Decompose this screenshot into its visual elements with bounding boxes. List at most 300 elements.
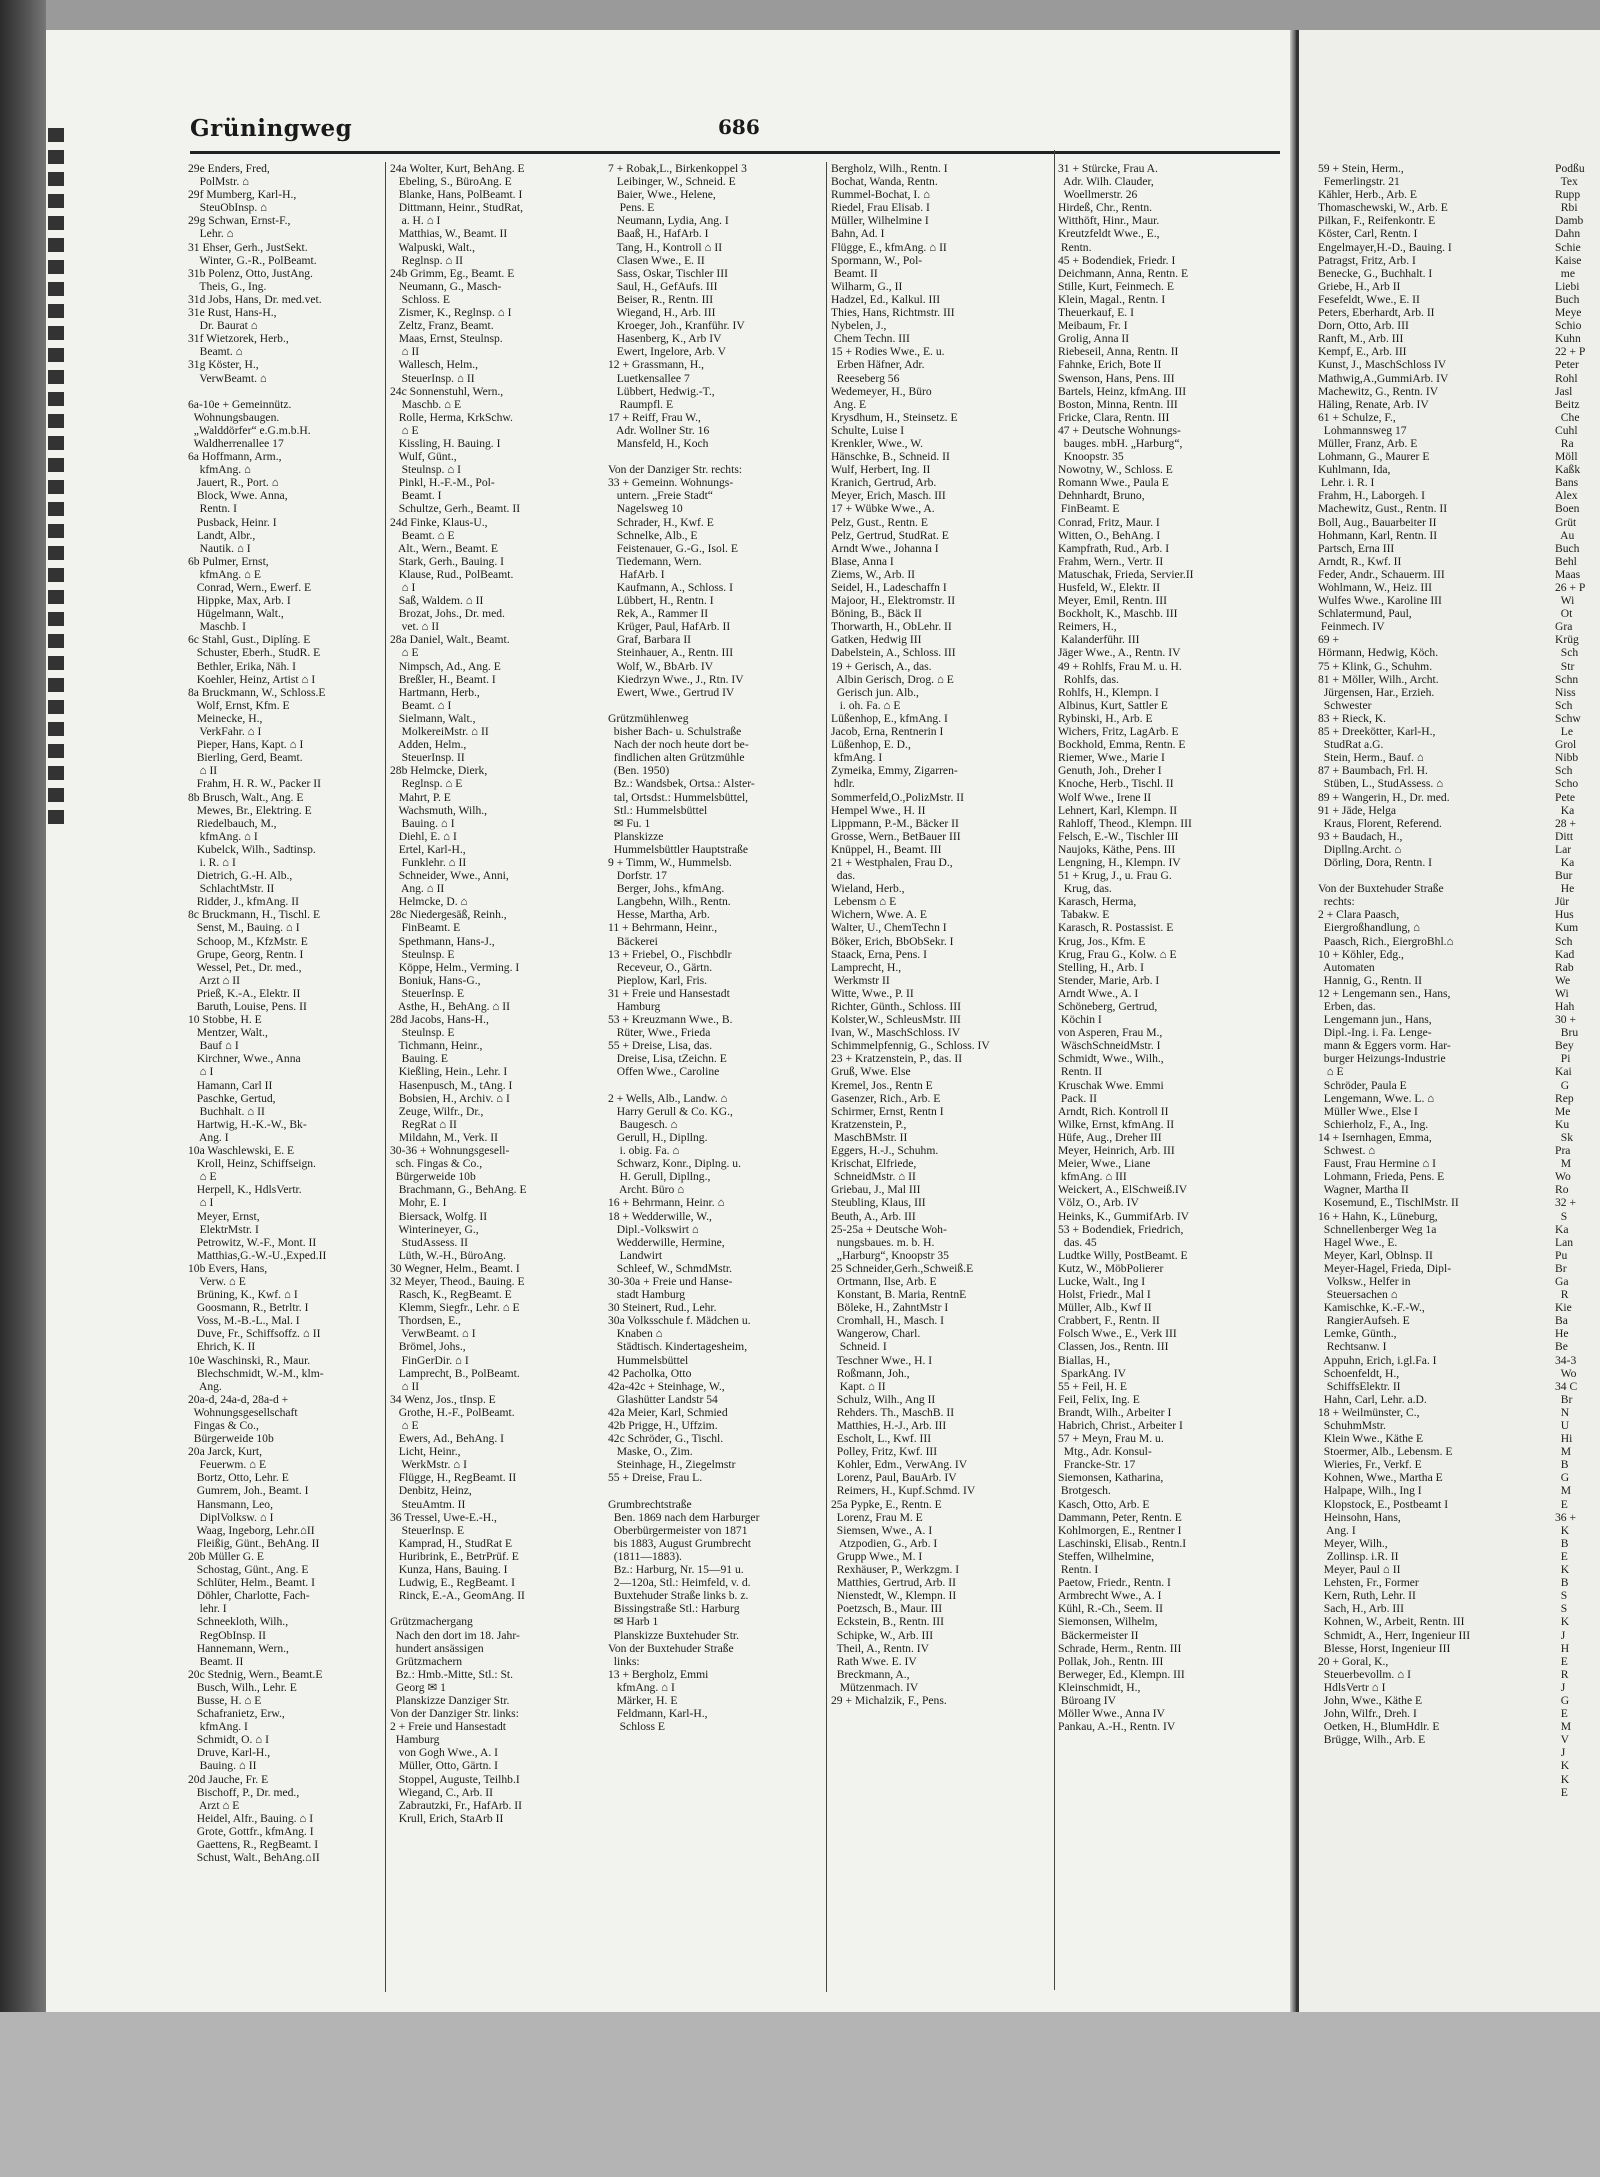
directory-entry-line: N — [1555, 1405, 1570, 1419]
directory-entry-line: 28 + — [1555, 816, 1577, 830]
directory-entry-line: Chem Techn. III — [831, 332, 910, 346]
directory-entry-line: Herpell, K., HdlsVertr. — [188, 1183, 302, 1197]
directory-entry-line: Hannig, G., Rentn. II — [1318, 973, 1423, 987]
directory-entry-line: Sk — [1555, 1130, 1574, 1144]
directory-entry-line: Thies, Hans, Richtmstr. III — [831, 306, 955, 320]
directory-entry-line: Riedel, Frau Elisab. I — [831, 201, 930, 215]
directory-entry-line: 34 C — [1555, 1379, 1578, 1393]
directory-entry-line: Bur — [1555, 869, 1573, 883]
directory-entry-line: kfmAng. ⌂ I — [608, 1680, 675, 1694]
directory-entry-line: Bockholt, K., Maschb. III — [1058, 607, 1178, 621]
directory-entry-line: Cuhl — [1555, 423, 1578, 437]
directory-entry-line: Lehr. ⌂ — [188, 227, 234, 241]
directory-entry-line: Kosemund, E., TischlMstr. II — [1318, 1196, 1459, 1210]
directory-column-4 — [826, 162, 1056, 1992]
directory-entry-line: Kie — [1555, 1301, 1572, 1315]
directory-entry-line: Hänschke, B., Schneid. II — [831, 450, 950, 464]
directory-entry-line: Tang, H., Kontroll ⌂ II — [608, 240, 723, 254]
directory-entry-line: Rahloff, Theod., Klempn. III — [1058, 816, 1192, 830]
directory-entry-line: Archt. Büro ⌂ — [608, 1183, 685, 1197]
directory-entry-line: Kamischke, K.-F.-W., — [1318, 1301, 1425, 1315]
directory-entry-line: Werkmstr II — [831, 973, 890, 987]
directory-entry-line: Fahnke, Erich, Bote II — [1058, 358, 1162, 372]
directory-entry-line: Cromhall, H., Masch. I — [831, 1314, 945, 1328]
directory-entry-line: 69 + — [1318, 633, 1340, 647]
directory-entry-line: untern. „Freie Stadt“ — [608, 489, 713, 503]
directory-entry-line: E — [1555, 1549, 1568, 1563]
directory-entry-line: Hartwig, H.-K.-W., Bk- — [188, 1117, 307, 1131]
directory-entry-line: Hippke, Max, Arb. I — [188, 594, 291, 608]
directory-entry-line: Müller, Otto, Gärtn. I — [390, 1759, 499, 1773]
directory-entry-line: Steinhage, H., Ziegelmstr — [608, 1458, 736, 1472]
directory-entry-line: Beamt. ⌂ E — [390, 528, 455, 542]
directory-entry-line: Lar — [1555, 842, 1572, 856]
directory-entry-line: Grosse, Wern., BetBauer III — [831, 829, 961, 843]
directory-entry-line: Machewitz, Gust., Rentn. II — [1318, 502, 1448, 516]
directory-entry-line: RangierAufseh. E — [1318, 1314, 1410, 1328]
directory-entry-line: Faust, Frau Hermine ⌂ I — [1318, 1157, 1437, 1171]
directory-entry-line: Adr. Wilh. Clauder, — [1058, 175, 1154, 189]
directory-entry-line: Kubelck, Wilh., Sadtinsp. — [188, 842, 316, 856]
directory-entry-line: Machewitz, G., Rentn. IV — [1318, 384, 1439, 398]
directory-entry-line: (Ben. 1950) — [608, 764, 670, 778]
directory-entry-line: Rüter, Wwe., Frieda — [608, 1026, 711, 1040]
directory-entry-line: Böker, Erich, BbObSekr. I — [831, 934, 954, 948]
directory-entry-line: Theis, G., Ing. — [188, 279, 267, 293]
directory-entry-line: SteuerInsp. II — [390, 751, 465, 765]
directory-entry-line: Poetzsch, B., Maur. III — [831, 1602, 943, 1616]
directory-entry-line: Kohnen, W., Arbeit, Rentn. III — [1318, 1615, 1465, 1629]
directory-entry-line: Femerlingstr. 21 — [1318, 175, 1400, 189]
directory-entry-line: Rentn. I — [188, 502, 237, 516]
directory-entry-line: ⌂ E — [188, 1170, 217, 1184]
directory-entry-line: 15 + Rodies Wwe., E. u. — [831, 345, 945, 359]
directory-entry-line: Blase, Anna I — [831, 554, 894, 568]
directory-entry-line: 93 + Baudach, H., — [1318, 829, 1403, 843]
directory-entry-line: Nienstedt, W., Klempn. II — [831, 1589, 957, 1603]
directory-entry-line: Breßler, H., Beamt. I — [390, 672, 496, 686]
directory-entry-line: Boniuk, Hans-G., — [390, 973, 481, 987]
directory-entry-line: R — [1555, 1667, 1569, 1681]
directory-entry-line: vet. ⌂ II — [390, 620, 440, 634]
directory-entry-line: Lorenz, Paul, BauArb. IV — [831, 1471, 957, 1485]
directory-entry-line: bis 1883, August Grumbrecht — [608, 1536, 751, 1550]
directory-entry-line: Häling, Renate, Arb. IV — [1318, 397, 1429, 411]
directory-entry-line: Heidel, Alfr., Bauing. ⌂ I — [188, 1811, 314, 1825]
directory-entry-line: Von der Buxtehuder Straße — [608, 1641, 734, 1655]
directory-entry-line: 25-25a + Deutsche Woh- — [831, 1222, 947, 1236]
directory-entry-line: SchiffsElektr. II — [1318, 1379, 1401, 1393]
directory-entry-line: Hahn, Carl, Lehr. a.D. — [1318, 1392, 1427, 1406]
directory-entry-line: Reglnsp. ⌂ E — [390, 777, 463, 791]
directory-entry-line: Hügelmann, Walt., — [188, 607, 284, 621]
directory-entry-line: Wieries, Fr., Verkf. E — [1318, 1458, 1422, 1472]
directory-entry-line: 18 + Wedderwille, W., — [608, 1209, 712, 1223]
directory-entry-line: Beamt. ⌂ I — [390, 698, 452, 712]
directory-entry-line: Staack, Erna, Pens. I — [831, 947, 927, 961]
directory-entry-line: Planskizze Buxtehuder Str. — [608, 1628, 740, 1642]
directory-entry-line: Helmcke, D. ⌂ — [390, 895, 468, 909]
directory-entry-line: Wolf Wwe., Irene II — [1058, 790, 1152, 804]
directory-entry-line: Matthies, H.-J., Arb. III — [831, 1419, 947, 1432]
directory-entry-line: Kunza, Hans, Bauing. I — [390, 1563, 508, 1577]
directory-entry-line: Rolle, Herma, KrkSchw. — [390, 410, 513, 424]
directory-entry-line: Steubling, Klaus, III — [831, 1196, 926, 1210]
directory-entry-line: 12 + Lengemann sen., Hans, — [1318, 986, 1451, 1000]
directory-entry-line: 36 + — [1555, 1510, 1577, 1524]
directory-entry-line: Schulte, Luise I — [831, 423, 905, 437]
directory-entry-line: von Asperen, Frau M., — [1058, 1026, 1163, 1040]
directory-entry-line: K — [1555, 1759, 1570, 1773]
directory-entry-line: Mansfeld, H., Koch — [608, 436, 709, 450]
directory-entry-line: Siemsen, Wwe., A. I — [831, 1523, 933, 1537]
directory-entry-line: Walter, U., ChemTechn I — [831, 921, 947, 935]
directory-entry-line: Kranich, Gertrud, Arb. — [831, 476, 937, 490]
directory-entry-line: Stl.: Hummelsbüttel — [608, 803, 708, 817]
directory-entry-line: Rexhäuser, P., Werkzgm. I — [831, 1563, 960, 1577]
directory-entry-line: Block, Wwe. Anna, — [188, 489, 288, 503]
directory-entry-line: Wo — [1555, 1366, 1577, 1380]
directory-entry-line: Krug, Frau G., Kolw. ⌂ E — [1058, 947, 1177, 961]
directory-entry-line: Buchhalt. ⌂ II — [188, 1104, 265, 1118]
directory-entry-line: Peter — [1555, 358, 1579, 372]
directory-entry-line: Kaufmann, A., Schloss. I — [608, 581, 733, 594]
directory-entry-line: Wohnungsbaugen. — [188, 410, 280, 424]
directory-entry-line: Böleke, H., ZahntMstr I — [831, 1301, 949, 1315]
directory-entry-line: 31b Polenz, Otto, JustAng. — [188, 266, 313, 280]
directory-entry-line: FinGerDir. ⌂ I — [390, 1353, 469, 1367]
directory-entry-line: Kroll, Heinz, Schiffseign. — [188, 1157, 316, 1171]
directory-entry-line: 12 + Grassmann, H., — [608, 358, 705, 372]
directory-entry-line: Lehr. i. R. I — [1318, 476, 1375, 490]
directory-entry-line: Schmidt, O. ⌂ I — [188, 1733, 270, 1747]
directory-entry-line: Kohler, Edm., VerwAng. IV — [831, 1458, 968, 1472]
directory-entry-line: Atzpodien, G., Arb. I — [831, 1536, 938, 1550]
directory-entry-line: 25a Pypke, E., Rentn. E — [831, 1497, 942, 1511]
directory-entry-line: Ku — [1555, 1117, 1570, 1131]
directory-entry-line: Riedelbauch, M., — [188, 816, 277, 830]
directory-entry-line: 2 + Freie und Hansestadt — [390, 1720, 507, 1734]
directory-entry-line: kfmAng. ⌂ III — [1058, 1170, 1127, 1184]
directory-entry-line: H — [1555, 1641, 1570, 1655]
directory-entry-line: Jäger Wwe., A., Rentn. IV — [1058, 646, 1181, 660]
directory-entry-line: Ka — [1555, 803, 1575, 817]
directory-entry-line: SteuAmtm. II — [390, 1497, 466, 1511]
directory-entry-line: Zollinsp. i.R. II — [1318, 1549, 1399, 1563]
directory-entry-line: Mewes, Br., Elektring. E — [188, 803, 312, 817]
directory-entry-line: 47 + Deutsche Wohnungs- — [1058, 423, 1181, 437]
directory-entry-line: Tiedemann, Wern. — [608, 554, 702, 568]
directory-entry-line: Hesse, Martha, Arb. — [608, 908, 710, 922]
directory-entry-line: Schöneberg, Gertrud, — [1058, 1000, 1158, 1013]
directory-entry-line: Hi — [1555, 1432, 1573, 1446]
directory-entry-line: Schw — [1555, 711, 1581, 725]
directory-entry-line: Ertel, Karl-H., — [390, 842, 466, 856]
directory-entry-line: Landt, Albr., — [188, 528, 256, 542]
directory-entry-line: Dr. Baurat ⌂ — [188, 319, 258, 333]
directory-entry-line: Rep — [1555, 1091, 1574, 1105]
directory-entry-line: 2 + Wells, Alb., Landw. ⌂ — [608, 1091, 728, 1105]
directory-entry-line: Pelz, Gertrud, StudRat. E — [831, 528, 949, 542]
directory-entry-line: Kremel, Jos., Rentn E — [831, 1078, 933, 1092]
directory-entry-line: 19 + Gerisch, A., das. — [831, 659, 932, 673]
directory-entry-line: Klemm, Siegfr., Lehr. ⌂ E — [390, 1301, 520, 1315]
directory-entry-line: Rentn. — [1058, 240, 1092, 254]
directory-entry-line: Grüt — [1555, 515, 1577, 529]
directory-entry-line: Kiedrzyn Wwe., J., Rtn. IV — [608, 672, 744, 686]
directory-entry-line: Witthöft, Hinr., Maur. — [1058, 214, 1160, 228]
directory-entry-line: Schipke, W., Arb. III — [831, 1628, 934, 1642]
directory-entry-line: Br — [1555, 1261, 1567, 1275]
directory-entry-line: Feistenauer, G.-G., Isol. E — [608, 541, 738, 555]
directory-entry-line: S — [1555, 1589, 1568, 1603]
directory-entry-line: Clasen Wwe., E. II — [608, 253, 705, 267]
directory-entry-line: PolMstr. ⌂ — [188, 175, 250, 189]
directory-entry-line: Siemonsen, Katharina, — [1058, 1471, 1164, 1485]
directory-entry-line: Duve, Fr., Schiffsoffz. ⌂ II — [188, 1327, 321, 1341]
directory-entry-line: 51 + Krug, J., u. Frau G. — [1058, 869, 1172, 883]
directory-entry-line: Schnellenberger Weg 1a — [1318, 1222, 1437, 1236]
directory-entry-line: J — [1555, 1746, 1566, 1760]
directory-entry-line: Bz.: Hmb.-Mitte, Stl.: St. — [390, 1667, 514, 1681]
directory-entry-line: Schwarz, Konr., Diplng. u. — [608, 1157, 741, 1171]
directory-entry-line: Bauf ⌂ I — [188, 1039, 239, 1053]
directory-entry-line: MolkereiMstr. ⌂ II — [390, 725, 489, 739]
directory-entry-line: Rath Wwe. E. IV — [831, 1654, 917, 1668]
directory-entry-line: 17 + Reiff, Frau W., — [608, 410, 701, 424]
directory-entry-line: Jasl — [1555, 384, 1573, 398]
directory-entry-line: Dammann, Peter, Rentn. E — [1058, 1510, 1182, 1524]
directory-entry-line: John, Wwe., Käthe E — [1318, 1693, 1423, 1707]
directory-entry-line: SchuhmMstr. — [1318, 1419, 1386, 1432]
directory-entry-line: Rohlfs, das. — [1058, 672, 1119, 686]
directory-entry-line: Richter, Günth., Schloss. III — [831, 1000, 961, 1013]
directory-entry-line: i. R. ⌂ I — [188, 855, 236, 869]
directory-entry-line: Berweger, Ed., Klempn. III — [1058, 1667, 1185, 1681]
directory-entry-line: Arndt Wwe., Johanna I — [831, 541, 939, 555]
directory-entry-line: Saul, H., GefAufs. III — [608, 279, 718, 293]
directory-entry-line: Hüfe, Aug., Dreher III — [1058, 1130, 1162, 1144]
directory-entry-line: FinBeamt. E — [1058, 502, 1120, 516]
directory-entry-line: Erben Häfner, Adr. — [831, 358, 925, 372]
directory-entry-line: Nagelsweg 10 — [608, 502, 683, 516]
directory-entry-line: Feder, Andr., Schauerm. III — [1318, 567, 1445, 581]
directory-entry-line: 20 + Goral, K., — [1318, 1654, 1389, 1668]
directory-entry-line: Wolf, W., BbArb. IV — [608, 659, 714, 673]
directory-entry-line: Karasch, R. Postassist. E — [1058, 921, 1174, 935]
directory-entry-line: 81 + Möller, Wilh., Archt. — [1318, 672, 1439, 686]
directory-entry-line: StudAssess. II — [390, 1235, 468, 1249]
directory-entry-line: Alex — [1555, 489, 1578, 503]
directory-entry-line: Feinmech. IV — [1318, 620, 1385, 634]
directory-entry-line: Ludtke Willy, PostBeamt. E — [1058, 1248, 1188, 1262]
directory-entry-line: Mtg., Adr. Konsul- — [1058, 1445, 1152, 1459]
directory-entry-line: Grützmachern — [390, 1654, 463, 1668]
directory-entry-line: Lamprecht, H., — [831, 960, 902, 974]
directory-entry-line: Wessel, Pet., Dr. med., — [188, 960, 302, 974]
directory-entry-line — [188, 385, 378, 398]
directory-entry-line: das. — [831, 869, 856, 883]
directory-entry-line: Tabakw. E — [1058, 908, 1110, 922]
directory-entry-line: Breckmann, A., — [831, 1667, 910, 1681]
directory-entry-line: Stoermer, Alb., Lebensm. E — [1318, 1445, 1453, 1459]
directory-entry-line: Kirchner, Wwe., Anna — [188, 1052, 301, 1066]
directory-entry-line: Jür — [1555, 895, 1570, 909]
directory-entry-line: Riebeseil, Anna, Rentn. II — [1058, 345, 1179, 359]
directory-entry-line: Adden, Helm., — [390, 738, 467, 752]
directory-entry-line: Wo — [1555, 1170, 1571, 1184]
directory-entry-line: Ro — [1555, 1183, 1569, 1197]
directory-entry-line: Schostag, Günt., Ang. E — [188, 1563, 309, 1577]
directory-entry-line: Waldherrenallee 17 — [188, 436, 284, 450]
directory-column-7-cropped — [1555, 162, 1600, 1992]
directory-entry-line: Kempf, E., Arb. III — [1318, 345, 1407, 359]
directory-column-6 — [1318, 162, 1540, 1992]
directory-entry-line: Witten, O., BehAng. I — [1058, 528, 1161, 542]
directory-entry-line: tal, Ortsdst.: Hummelsbüttel, — [608, 790, 749, 804]
directory-entry-line: Automaten — [1318, 960, 1375, 974]
directory-entry-line: Hamann, Carl II — [188, 1078, 273, 1092]
directory-entry-line: 2—120a, Stl.: Heimfeld, v. d. — [608, 1576, 751, 1590]
directory-entry-line: Wallesch, Helm., — [390, 358, 479, 372]
directory-entry-line: Meyer, Karl, Oblnsp. II — [1318, 1248, 1433, 1262]
directory-entry-line: Habrich, Christ., Arbeiter I — [1058, 1419, 1183, 1432]
directory-entry-line: Pankau, A.-H., Rentn. IV — [1058, 1720, 1176, 1734]
directory-entry-line: Hummelsbüttel — [608, 1353, 689, 1367]
directory-entry-line: Ang. I — [1318, 1523, 1356, 1537]
directory-entry-line: Kuhlmann, Ida, — [1318, 463, 1391, 477]
directory-entry-line: Bru — [1555, 1026, 1579, 1040]
directory-entry-line: WäschSchneidMstr. I — [1058, 1039, 1161, 1053]
directory-entry-line: 91 + Jäde, Helga — [1318, 803, 1397, 817]
directory-entry-line: Kolster,W., SchleusMstr. III — [831, 1013, 961, 1027]
directory-entry-line: Kühl, R.-Ch., Seem. II — [1058, 1602, 1163, 1616]
directory-entry-line: Wohnungsgesellschaft — [188, 1405, 298, 1419]
directory-entry-line: Zeuge, Wilfr., Dr., — [390, 1104, 484, 1118]
directory-entry-line: Ditt — [1555, 829, 1574, 843]
directory-entry-line: Theuerkauf, E. I — [1058, 306, 1134, 320]
directory-entry-line: kfmAng. I — [188, 1720, 248, 1734]
directory-entry-line: Lamprecht, B., PolBeamt. — [390, 1366, 520, 1380]
directory-entry-line: Klein Wwe., Käthe E — [1318, 1432, 1424, 1446]
directory-entry-line: Lengemann jun., Hans, — [1318, 1013, 1432, 1027]
directory-entry-line: Pra — [1555, 1144, 1571, 1158]
directory-entry-line: Müller, Alb., Kwf II — [1058, 1301, 1152, 1315]
directory-entry-line: Bauing. E — [390, 1052, 448, 1066]
directory-entry-line: Gra — [1555, 620, 1573, 634]
directory-entry-line: Romann Wwe., Paula E — [1058, 476, 1169, 490]
directory-entry-line: Mohr, E. I — [390, 1196, 447, 1210]
directory-entry-line: 13 + Bergholz, Emmi — [608, 1667, 709, 1681]
directory-entry-line: 55 + Dreise, Frau L. — [608, 1471, 703, 1485]
directory-entry-line: Schloss. E — [390, 292, 450, 306]
directory-entry-line: Lübbert, H., Rentn. I — [608, 594, 714, 608]
directory-entry-line: Meier, Wwe., Liane — [1058, 1157, 1151, 1171]
directory-entry-line: Rummel-Bochat, I. ⌂ — [831, 188, 931, 202]
directory-entry-line: Tex — [1555, 175, 1578, 189]
directory-column-2 — [385, 162, 590, 1992]
directory-entry-line: Sass, Oskar, Tischler III — [608, 266, 728, 280]
directory-entry-line: 42b Prigge, H., Uffzim. — [608, 1419, 718, 1432]
directory-entry-line: Lohmann, G., Maurer E — [1318, 450, 1430, 464]
directory-entry-line: Wi — [1555, 986, 1569, 1000]
directory-entry-line: Jürgensen, Har., Erzieh. — [1318, 685, 1435, 699]
directory-entry-line: S — [1555, 1602, 1568, 1616]
directory-entry-line: Ewers, Ad., BehAng. I — [390, 1432, 504, 1446]
directory-entry-line: Ziems, W., Arb. II — [831, 567, 916, 581]
directory-entry-line: Pelz, Gust., Rentn. E — [831, 515, 928, 529]
directory-entry-line: Steulnsp. E — [390, 1026, 455, 1040]
directory-entry-line: 28d Jacobs, Hans-H., — [390, 1013, 489, 1027]
directory-entry-line: Dipl.-Volkswirt ⌂ — [608, 1222, 699, 1236]
directory-entry-line: Boll, Aug., Bauarbeiter II — [1318, 515, 1437, 529]
directory-entry-line: Knüppel, H., Beamt. III — [831, 842, 942, 856]
directory-entry-line: Meyer, Heinrich, Arb. III — [1058, 1144, 1175, 1158]
directory-entry-line: Sch — [1555, 934, 1573, 948]
directory-entry-line: 31 Ehser, Gerh., JustSekt. — [188, 240, 308, 254]
directory-entry-line: Che — [1555, 410, 1580, 424]
directory-entry-line: 89 + Wangerin, H., Dr. med. — [1318, 790, 1450, 804]
directory-entry-line: Lüth, W.-H., BüroAng. — [390, 1248, 506, 1262]
directory-entry-line: S — [1555, 1209, 1568, 1223]
directory-entry-line: 20d Jauche, Fr. E — [188, 1772, 269, 1786]
directory-entry-line: Schröder, Paula E — [1318, 1078, 1407, 1092]
directory-entry-line: 59 + Stein, Herm., — [1318, 162, 1404, 175]
directory-entry-line: Tichmann, Heinr., — [390, 1039, 483, 1053]
directory-entry-line: Beitz — [1555, 397, 1580, 411]
directory-entry-line: 6a-10e + Gemeinnütz. — [188, 397, 292, 411]
directory-entry-line: M — [1555, 1720, 1572, 1734]
directory-entry-line: Bahn, Ad. I — [831, 227, 885, 241]
directory-entry-line: K — [1555, 1523, 1570, 1537]
directory-entry-line: Gaettens, R., RegBeamt. I — [188, 1838, 319, 1851]
directory-entry-line: Grützmühlenweg — [608, 711, 689, 725]
directory-entry-line: Rinck, E.-A., GeomAng. II — [390, 1589, 525, 1603]
directory-entry-line: 29g Schwan, Ernst-F., — [188, 214, 291, 228]
directory-entry-line: Rasch, K., RegBeamt. E — [390, 1288, 512, 1302]
directory-entry-line: Be — [1555, 1340, 1568, 1354]
directory-entry-line: 6c Stahl, Gust., Diplíng. E — [188, 633, 311, 647]
directory-entry-line: Schn — [1555, 672, 1579, 686]
directory-entry-line: B — [1555, 1536, 1569, 1550]
directory-entry-line: Reimers, H., Kupf.Schmd. IV — [831, 1484, 976, 1498]
directory-entry-line: Meyer, Erich, Masch. III — [831, 489, 946, 503]
directory-entry-line: „Harburg“, Knoopstr 35 — [831, 1248, 949, 1262]
directory-entry-line: Köster, Carl, Rentn. I — [1318, 227, 1418, 241]
directory-entry-line — [1318, 869, 1540, 882]
directory-entry-line: Lippmann, P.-M., Bäcker II — [831, 816, 959, 830]
directory-entry-line: Adr. Wollner Str. 16 — [608, 423, 710, 437]
page-edge-marks — [48, 120, 64, 1880]
directory-entry-line: Bockhold, Emma, Rentn. E — [1058, 738, 1186, 752]
directory-entry-line: Kum — [1555, 921, 1579, 935]
directory-entry-line: Theil, A., Rentn. IV — [831, 1641, 930, 1655]
directory-entry-line: Bartels, Heinz, kfmAng. III — [1058, 384, 1187, 398]
directory-entry-line: Ka — [1555, 1222, 1569, 1236]
directory-entry-line: Blesse, Horst, Ingenieur III — [1318, 1641, 1451, 1655]
directory-entry-line: Koehler, Heinz, Artist ⌂ I — [188, 672, 316, 686]
directory-entry-line: Harry Gerull & Co. KG., — [608, 1104, 733, 1118]
directory-entry-line: 36 Tressel, Uwe-E.-H., — [390, 1510, 497, 1524]
directory-entry-line: Deichmann, Anna, Rentn. E — [1058, 266, 1189, 280]
directory-entry-line: Licht, Heinr., — [390, 1445, 461, 1459]
directory-entry-line: Beamt. ⌂ — [188, 345, 243, 359]
directory-entry-line: Gasenzer, Rich., Arb. E — [831, 1091, 941, 1105]
directory-entry-line: Karasch, Herma, — [1058, 895, 1137, 909]
directory-entry-line: 29e Enders, Fred, — [188, 162, 270, 175]
directory-entry-line: Städtisch. Kindertagesheim, — [608, 1340, 748, 1354]
directory-entry-line: Classen, Jos., Rentn. III — [1058, 1340, 1169, 1354]
